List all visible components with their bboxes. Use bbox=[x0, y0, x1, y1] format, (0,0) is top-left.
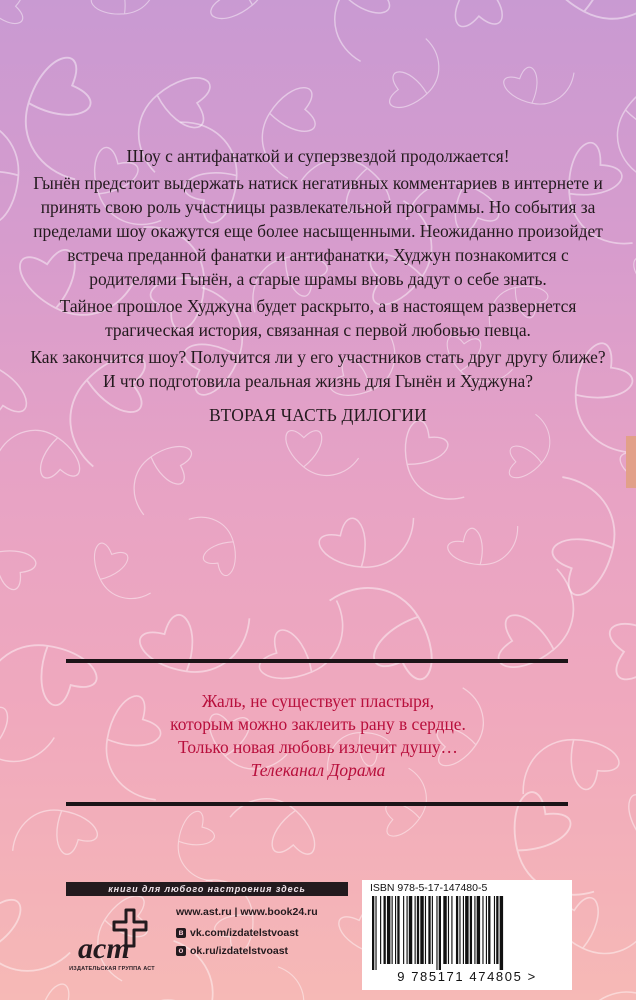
barcode-bar bbox=[488, 896, 490, 964]
quote-source: Телеканал Дорама bbox=[250, 760, 386, 780]
barcode-bar bbox=[470, 896, 472, 964]
barcode-bar bbox=[432, 896, 433, 964]
social-link-vk[interactable] bbox=[176, 927, 318, 939]
heart-loop-shape bbox=[404, 0, 503, 31]
barcode-bar bbox=[392, 896, 393, 964]
blurb-paragraph: Шоу с антифанаткой и суперзвездой продолжается! bbox=[126, 146, 510, 166]
barcode-bar bbox=[417, 896, 419, 964]
heart-loop-shape bbox=[545, 0, 636, 30]
publisher-links bbox=[176, 906, 318, 963]
quote-line: Жаль, не существует пластыря, bbox=[201, 691, 435, 711]
quote-line: которым можно заклеить рану в сердце. bbox=[170, 714, 466, 734]
spine-edge-mark bbox=[626, 436, 636, 488]
divider-bottom bbox=[66, 802, 568, 806]
heart-loop-shape bbox=[330, 0, 394, 63]
websites-link[interactable]: www.ast.ru | www.book24.ru bbox=[176, 906, 318, 918]
heart-loop-shape bbox=[82, 541, 162, 608]
ok-icon: о bbox=[176, 946, 186, 956]
barcode-bar bbox=[395, 896, 396, 964]
heart-loop-shape bbox=[621, 794, 636, 862]
barcode-bar bbox=[407, 896, 408, 964]
heart-loop-shape bbox=[598, 558, 636, 681]
heart-loop-shape bbox=[252, 963, 312, 1000]
quote-line: Только новая любовь излечит душу… bbox=[178, 737, 458, 757]
barcode-bar bbox=[439, 896, 441, 970]
heart-loop-shape bbox=[613, 84, 636, 178]
barcode-bar bbox=[482, 896, 483, 964]
logo-caption: ИЗДАТЕЛЬСКАЯ ГРУППА АСТ bbox=[69, 966, 155, 972]
heart-loop-shape bbox=[89, 0, 167, 31]
heart-loop-shape bbox=[0, 0, 24, 60]
social-link-text: vk.com/izdatelstvoast bbox=[190, 927, 299, 939]
barcode-bar bbox=[443, 896, 446, 964]
social-link-ok[interactable] bbox=[176, 945, 318, 957]
isbn-barcode-box bbox=[362, 880, 572, 990]
barcode-bar bbox=[380, 896, 381, 964]
barcode-bar bbox=[403, 896, 404, 964]
blurb-paragraph: Гынён предстоит выдержать натиск негативных комментариев в интернете и принять свою роль участницы развлекательной программы. Но события за пределами шоу окажутся еще более насыщенными. Неожиданно произойдет встреча преданной фанатки и антифанатки, Худжун познакомится с родителями Гынён, а старые шрамы вновь дадут о себе знать. bbox=[33, 173, 603, 289]
barcode-bar bbox=[372, 896, 374, 970]
vk-icon: в bbox=[176, 928, 186, 938]
heart-loop-shape bbox=[445, 505, 527, 581]
barcode-bar bbox=[436, 896, 437, 970]
heart-loop-shape bbox=[126, 436, 193, 523]
heart-loop-shape bbox=[210, 0, 273, 26]
barcode-bar bbox=[459, 896, 460, 964]
barcode-bar bbox=[465, 896, 468, 964]
heart-loop-shape bbox=[479, 992, 561, 1000]
ast-logo-icon bbox=[74, 906, 150, 964]
barcode-bar bbox=[496, 896, 498, 964]
isbn-label: ISBN 978-5-17-147480-5 bbox=[370, 882, 488, 894]
barcode-icon bbox=[370, 896, 564, 970]
barcode-bar bbox=[477, 896, 480, 964]
heart-loop-shape bbox=[163, 809, 234, 889]
publisher-tagline: книги для любого настроения здесь bbox=[66, 882, 348, 896]
barcode-bar bbox=[384, 896, 386, 964]
barcode-bar bbox=[375, 896, 376, 970]
barcode-bar bbox=[463, 896, 464, 964]
barcode-bar bbox=[425, 896, 426, 964]
barcode-bar bbox=[451, 896, 452, 964]
review-quote bbox=[28, 690, 608, 782]
heart-loop-shape bbox=[384, 418, 484, 513]
heart-loop-shape bbox=[524, 465, 636, 598]
heart-loop-shape bbox=[389, 35, 443, 113]
barcode-bar bbox=[409, 896, 412, 964]
barcode-bar bbox=[494, 896, 495, 964]
barcode-bar bbox=[420, 896, 423, 964]
social-link-text: ok.ru/izdatelstvoast bbox=[190, 945, 289, 957]
blurb-paragraph: Тайное прошлое Худжуна будет раскрыто, а в настоящем развернется трагическая история, связанная с первой любовью певца. bbox=[59, 296, 577, 340]
heart-loop-shape bbox=[136, 584, 262, 696]
blurb-paragraph: Как закончится шоу? Получится ли у его участников стать друг другу ближе? И что подготовила реальная жизнь для Гынён и Худжуна? bbox=[30, 347, 606, 391]
heart-loop-shape bbox=[0, 427, 80, 481]
heart-loop-shape bbox=[316, 489, 426, 589]
heart-loop-shape bbox=[286, 431, 359, 476]
barcode-bar bbox=[486, 896, 487, 964]
barcode-bar bbox=[500, 896, 503, 970]
series-note: ВТОРАЯ ЧАСТЬ ДИЛОГИИ bbox=[209, 405, 427, 425]
heart-loop-shape bbox=[174, 507, 250, 578]
heart-loop-shape bbox=[21, 981, 107, 1000]
barcode-bar bbox=[448, 896, 449, 964]
barcode-bar bbox=[415, 896, 416, 964]
barcode-bar bbox=[456, 896, 458, 964]
divider-top bbox=[66, 659, 568, 663]
heart-loop-shape bbox=[315, 574, 450, 682]
barcode-digits: 9 785171 474805 > bbox=[397, 969, 537, 984]
barcode-bar bbox=[387, 896, 390, 964]
barcode-bar bbox=[397, 896, 399, 964]
barcode-bar bbox=[474, 896, 475, 964]
heart-loop-shape bbox=[585, 986, 636, 1000]
book-blurb bbox=[28, 144, 608, 430]
barcode-bar bbox=[428, 896, 430, 964]
heart-loop-shape bbox=[0, 532, 38, 623]
heart-loop-shape bbox=[0, 352, 28, 429]
heart-loop-shape bbox=[375, 991, 460, 1000]
heart-loop-shape bbox=[502, 50, 582, 118]
logo-text: аст bbox=[78, 932, 130, 964]
heart-loop-shape bbox=[257, 583, 358, 699]
